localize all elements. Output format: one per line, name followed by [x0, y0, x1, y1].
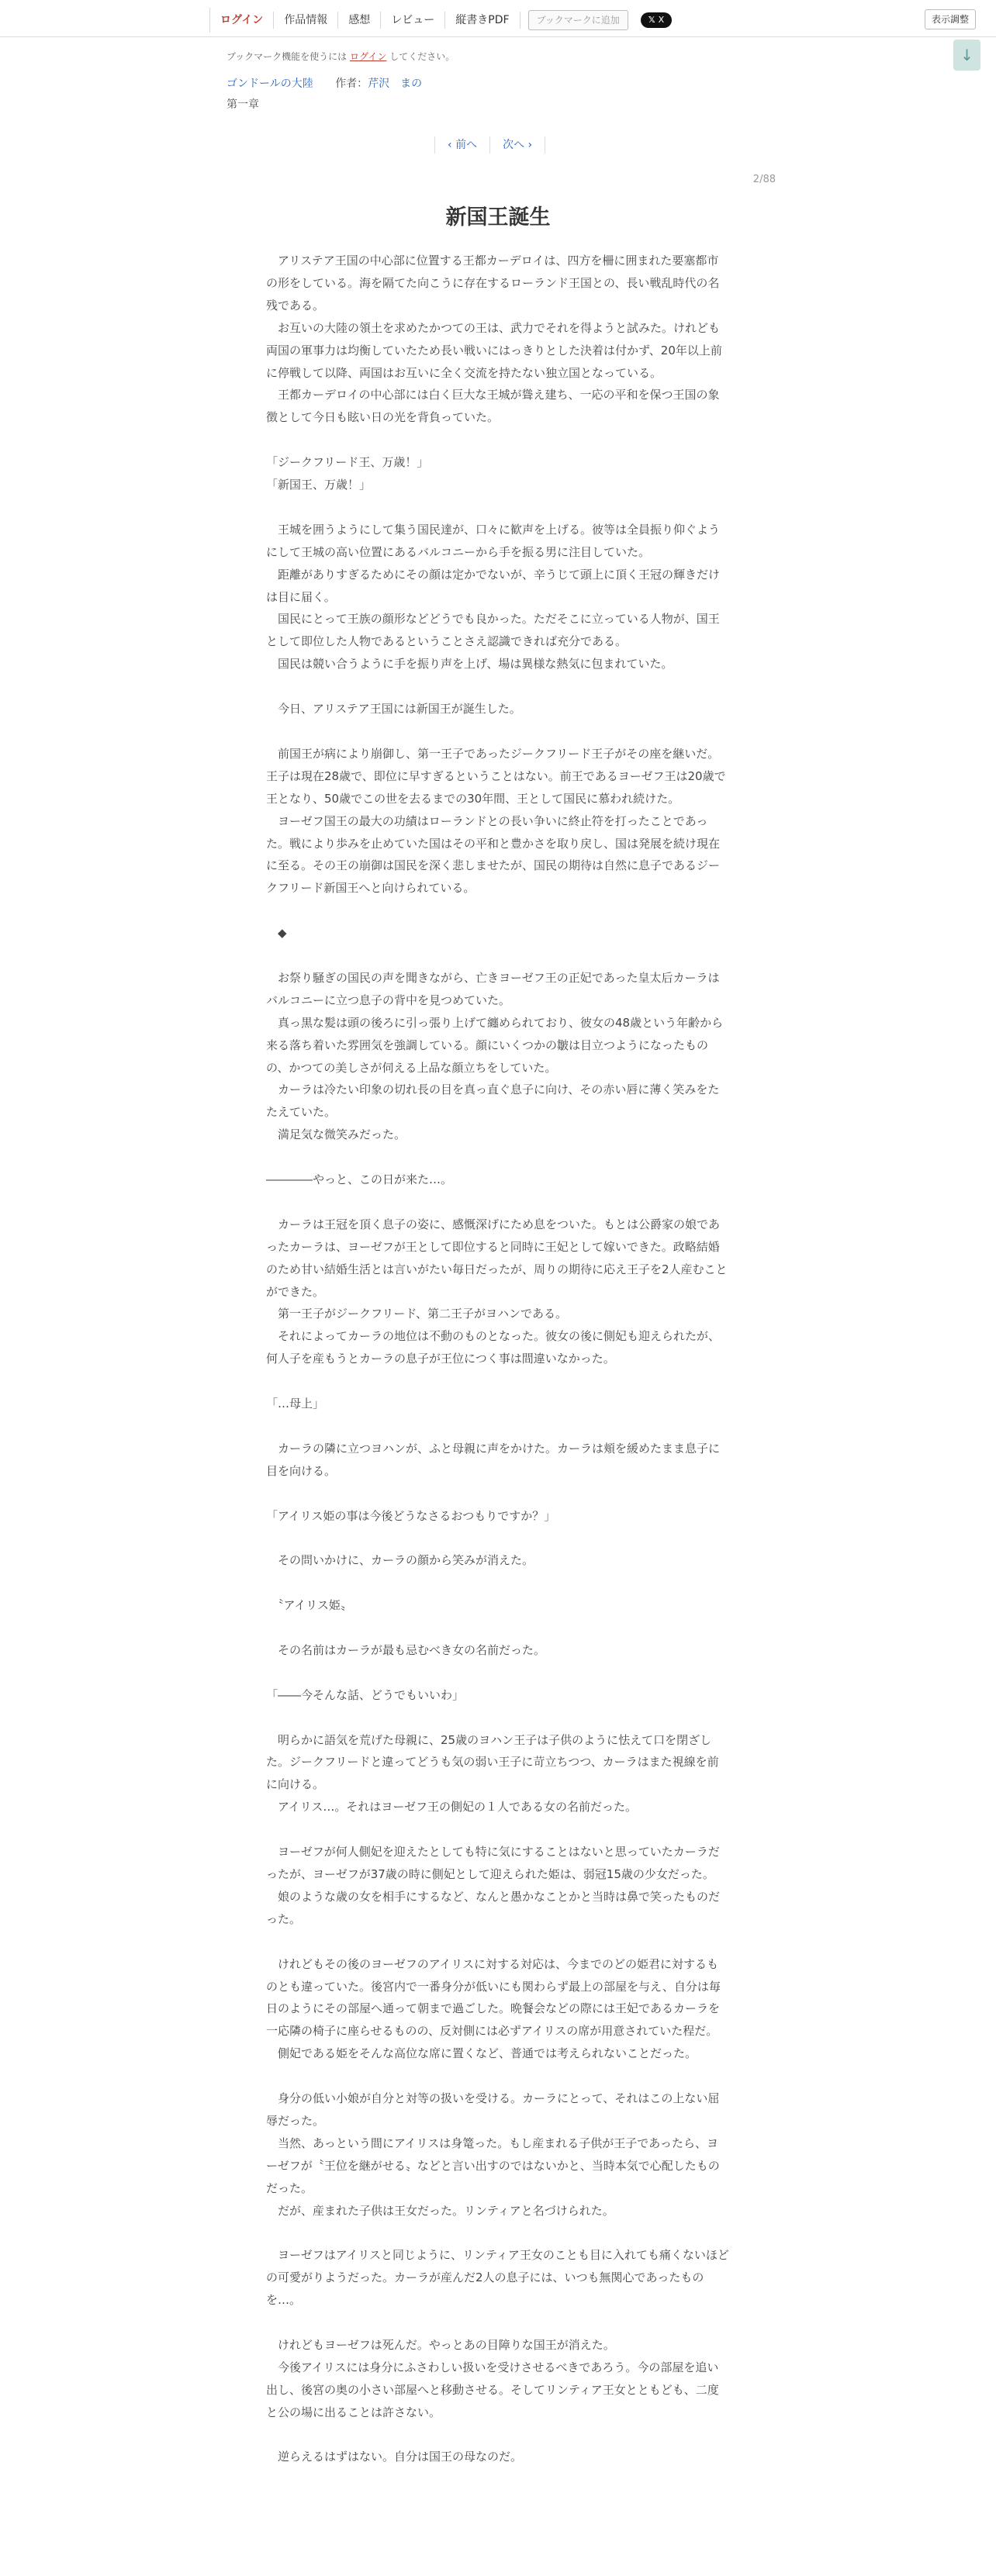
author-link[interactable]: 芹沢 まの	[368, 78, 423, 90]
body-paragraph: 逆らえるはずはない。自分は国王の母なのだ。	[266, 2450, 523, 2464]
novel-meta	[227, 75, 422, 91]
arrow-down-icon: ↓	[960, 46, 974, 64]
login-link[interactable]: ログイン	[210, 12, 274, 29]
body-paragraph: その問いかけに、カーラの顔から笑みが消えた。	[266, 1553, 534, 1568]
top-bar	[0, 0, 996, 37]
body-paragraph: ◆	[266, 926, 287, 941]
body-paragraph: 第一王子がジークフリード、第二王子がヨハンである。	[266, 1307, 568, 1321]
body-paragraph: 国民は競い合うように手を振り声を上げ、場は異様な熱気に包まれていた。	[266, 657, 673, 672]
body-paragraph: その名前はカーラが最も忌むべき女の名前だった。	[266, 1642, 546, 1657]
chevron-right-icon: ›	[527, 139, 533, 151]
top-nav	[209, 8, 672, 33]
body-paragraph: カーラは冷たい印象の切れ長の目を真っ直ぐ息子に向け、その赤い唇に薄く笑みをたたえていた。	[266, 1083, 720, 1120]
body-paragraph: 娘のような歳の女を相手にするなど、なんと愚かなことかと当時は鼻で笑ったものだった。	[266, 1889, 721, 1926]
body-paragraph	[266, 900, 730, 922]
body-paragraph: それによってカーラの地位は不動のものとなった。彼女の後に側妃も迎えられたが、何人子を産もうとカーラの息子が王位につく事は間違いなかった。	[266, 1329, 721, 1366]
body-paragraph: 王城を囲うようにして集う国民達が、口々に歓声を上げる。彼等は全員振り仰ぐようにして王城の高い位置にあるバルコニーから手を振る男に注目していた。	[266, 522, 721, 559]
add-bookmark-button[interactable]: ブックマークに追加	[528, 10, 628, 30]
body-paragraph	[266, 1707, 730, 1729]
body-paragraph: 「ジークフリード王、万歳！」	[266, 455, 429, 470]
body-paragraph: ヨーゼフはアイリスと同じように、リンティア王女のことも目に入れても痛くないほどの可愛がりようだった。カーラが産んだ2人の息子には、いつも無関心であったものを…。	[266, 2248, 729, 2308]
novel-body	[266, 250, 730, 2468]
body-paragraph: 国民にとって王族の顔形などどうでも良かった。ただそこに立っている人物が、国王として即位した人物であるということさえ認識できれば充分である。	[266, 612, 720, 649]
body-paragraph: ヨーゼフ国王の最大の功績はローランドとの長い争いに終止符を打ったことであった。戦により歩みを止めていた国はその平和と豊かさを取り戻し、国は発展を続け現在に至る。その王の崩御は国民を深く悲しませたが、国民の期待は自然に息子であるジークフリード新国王へと向けられている。	[266, 813, 721, 896]
body-paragraph	[266, 2222, 730, 2244]
body-paragraph	[266, 496, 730, 519]
body-paragraph	[266, 429, 730, 451]
author-label: 作者：	[335, 78, 368, 90]
body-paragraph: 満足気な微笑みだった。	[266, 1127, 406, 1142]
body-paragraph	[266, 1415, 730, 1438]
x-share-label: X	[658, 15, 665, 25]
chapter-title: 第一章	[227, 98, 259, 111]
body-paragraph	[266, 1617, 730, 1639]
prev-episode-link[interactable]	[434, 136, 489, 154]
body-paragraph	[266, 720, 730, 743]
body-paragraph: 「――今そんな話、どうでもいいわ」	[266, 1687, 465, 1702]
body-paragraph: 真っ黒な髪は頭の後ろに引っ張り上げて纏められており、彼女の48歳という年齢から来る落ち着いた雰囲気を強調している。顔にいくつかの皺は目立つようになったものの、かつての美しさが伺える上品な顔立ちをしていた。	[266, 1015, 724, 1075]
body-paragraph: お祭り騒ぎの国民の声を聞きながら、亡きヨーゼフ王の正妃であった皇太后カーラはバルコニーに立つ息子の背中を見つめていた。	[266, 970, 720, 1007]
body-paragraph	[266, 1818, 730, 1841]
bookmark-note-prefix: ブックマーク機能を使うには	[227, 51, 348, 62]
body-paragraph: アリステア王国の中心部に位置する王都カーデロイは、四方を柵に囲まれた要塞都市の形をしている。海を隔てた向こうに存在するローランド王国との、長い戦乱時代の名残である。	[266, 254, 720, 313]
work-info-link[interactable]: 作品情報	[274, 12, 338, 29]
body-paragraph	[266, 2065, 730, 2087]
body-paragraph	[266, 944, 730, 967]
next-label: 次へ	[503, 139, 525, 151]
body-paragraph: お互いの大陸の領土を求めたかつての王は、武力でそれを得ようと試みた。けれども両国の軍事力は均衡していたため長い戦いにはっきりとした決着は付かず、20年以上前に停戦して以降、両国はお互いに全く交流を持たない独立国となっている。	[266, 320, 722, 380]
episode-count: 2/88	[752, 174, 776, 185]
novel-title-link[interactable]: ゴンドールの大陸	[227, 78, 313, 90]
body-paragraph	[266, 1370, 730, 1393]
body-paragraph: だが、産まれた子供は王女だった。リンティアと名づけられた。	[266, 2203, 614, 2218]
body-paragraph: ――――やっと、この日が来た…。	[266, 1172, 453, 1187]
body-paragraph	[266, 1146, 730, 1169]
body-paragraph	[266, 675, 730, 698]
bookmark-note-login-link[interactable]: ログイン	[350, 51, 387, 62]
body-paragraph: 今日、アリステア王国には新国王が誕生した。	[266, 702, 521, 717]
bookmark-note-suffix: してください。	[389, 51, 455, 62]
body-paragraph: アイリス…。それはヨーゼフ王の側妃の１人である女の名前だった。	[266, 1800, 638, 1815]
body-paragraph: 距離がありすぎるためにその顔は定かでないが、辛うじて頭上に頂く王冠の輝きだけは目に届く。	[266, 567, 721, 604]
body-paragraph: 側妃である姫をそんな高位な席に置くなど、普通では考えられないことだった。	[266, 2046, 697, 2061]
body-paragraph: 前国王が病により崩御し、第一王子であったジークフリード王子がその座を継いだ。王子は現在28歳で、即位に早すぎるということはない。前王であるヨーゼフ王は20歳で王となり、50歳でこの世を去るまでの30年間、王として国民に慕われ続けた。	[266, 746, 726, 806]
body-paragraph	[266, 1931, 730, 1953]
body-paragraph: 「…母上」	[266, 1397, 325, 1411]
review-link[interactable]: レビュー	[381, 12, 445, 29]
body-paragraph	[266, 1191, 730, 1214]
body-paragraph	[266, 1572, 730, 1594]
x-logo-icon: 𝕏	[648, 15, 655, 25]
impressions-link[interactable]: 感想	[338, 12, 381, 29]
body-paragraph	[266, 2312, 730, 2334]
body-paragraph	[266, 1662, 730, 1684]
episode-pager	[434, 136, 545, 154]
display-settings-button[interactable]: 表示調整	[925, 9, 976, 29]
bookmark-login-note	[227, 50, 455, 63]
body-paragraph	[266, 1527, 730, 1549]
body-paragraph: カーラの隣に立つヨハンが、ふと母親に声をかけた。カーラは頬を緩めたまま息子に目を向ける。	[266, 1441, 721, 1478]
body-paragraph: 「新国王、万歳！」	[266, 478, 372, 492]
x-share-button[interactable]	[641, 12, 672, 28]
scroll-down-button[interactable]	[953, 40, 980, 71]
body-paragraph: 王都カーデロイの中心部には白く巨大な王城が聳え建ち、一応の平和を保つ王国の象徴として今日も眩い日の光を背負っていた。	[266, 388, 720, 425]
body-paragraph: 身分の低い小娘が自分と対等の扱いを受ける。カーラにとって、それはこの上ない屈辱だった。	[266, 2091, 720, 2128]
episode-title: 新国王誕生	[445, 205, 551, 230]
vertical-pdf-link[interactable]: 縦書きPDF	[445, 12, 520, 29]
chevron-left-icon: ‹	[448, 139, 452, 151]
body-paragraph: 今後アイリスには身分にふさわしい扱いを受けさせるべきであろう。今の部屋を追い出し、後宮の奥の小さい部屋へと移動させる。そしてリンティア王女とともども、二度と公の場に出ることは許さない。	[266, 2360, 719, 2419]
body-paragraph: けれどもその後のヨーゼフのアイリスに対する対応は、今までのどの姫君に対するものとも違っていた。後宮内で一番身分が低いにも関わらず最上の部屋を与え、自分は毎日のようにその部屋へ通って朝まで過ごした。晩餐会などの際には王妃であるカーラを一応隣の椅子に座らせるものの、反対側には必ずアイリスの席が用意されていた程だ。	[266, 1956, 721, 2039]
body-paragraph	[266, 1483, 730, 1505]
prev-label: 前へ	[455, 139, 478, 151]
body-paragraph	[266, 2424, 730, 2447]
body-paragraph: カーラは王冠を頂く息子の姿に、感慨深げにため息をついた。もとは公爵家の娘であったカーラは、ヨーゼフが王として即位すると同時に王妃として嫁いできた。政略結婚のため甘い結婚生活とは言いがたい毎日だったが、周りの期待に応え王子を2人産むことができた。	[266, 1217, 728, 1299]
body-paragraph: 「アイリス姫の事は今後どうなさるおつもりですか？」	[266, 1508, 556, 1523]
body-paragraph: 明らかに語気を荒げた母親に、25歳のヨハン王子は子供のように怯えて口を閉ざした。ジークフリードと違ってどうも気の弱い王子に苛立ちつつ、カーラはまた視線を前に向ける。	[266, 1732, 719, 1792]
body-paragraph: 〝アイリス姫〟	[266, 1598, 352, 1613]
body-paragraph: ヨーゼフが何人側妃を迎えたとしても特に気にすることはないと思っていたカーラだったが、ヨーゼフが37歳の時に側妃として迎えられた姫は、弱冠15歳の少女だった。	[266, 1845, 720, 1881]
body-paragraph: 当然、あっという間にアイリスは身篭った。もし産まれる子供が王子であったら、ヨーゼフが〝王位を継がせる〟などと言い出すのではないかと、当時本気で心配したものだった。	[266, 2136, 720, 2195]
body-paragraph: けれどもヨーゼフは死んだ。やっとあの目障りな国王が消えた。	[266, 2337, 615, 2352]
next-episode-link[interactable]	[489, 136, 545, 154]
